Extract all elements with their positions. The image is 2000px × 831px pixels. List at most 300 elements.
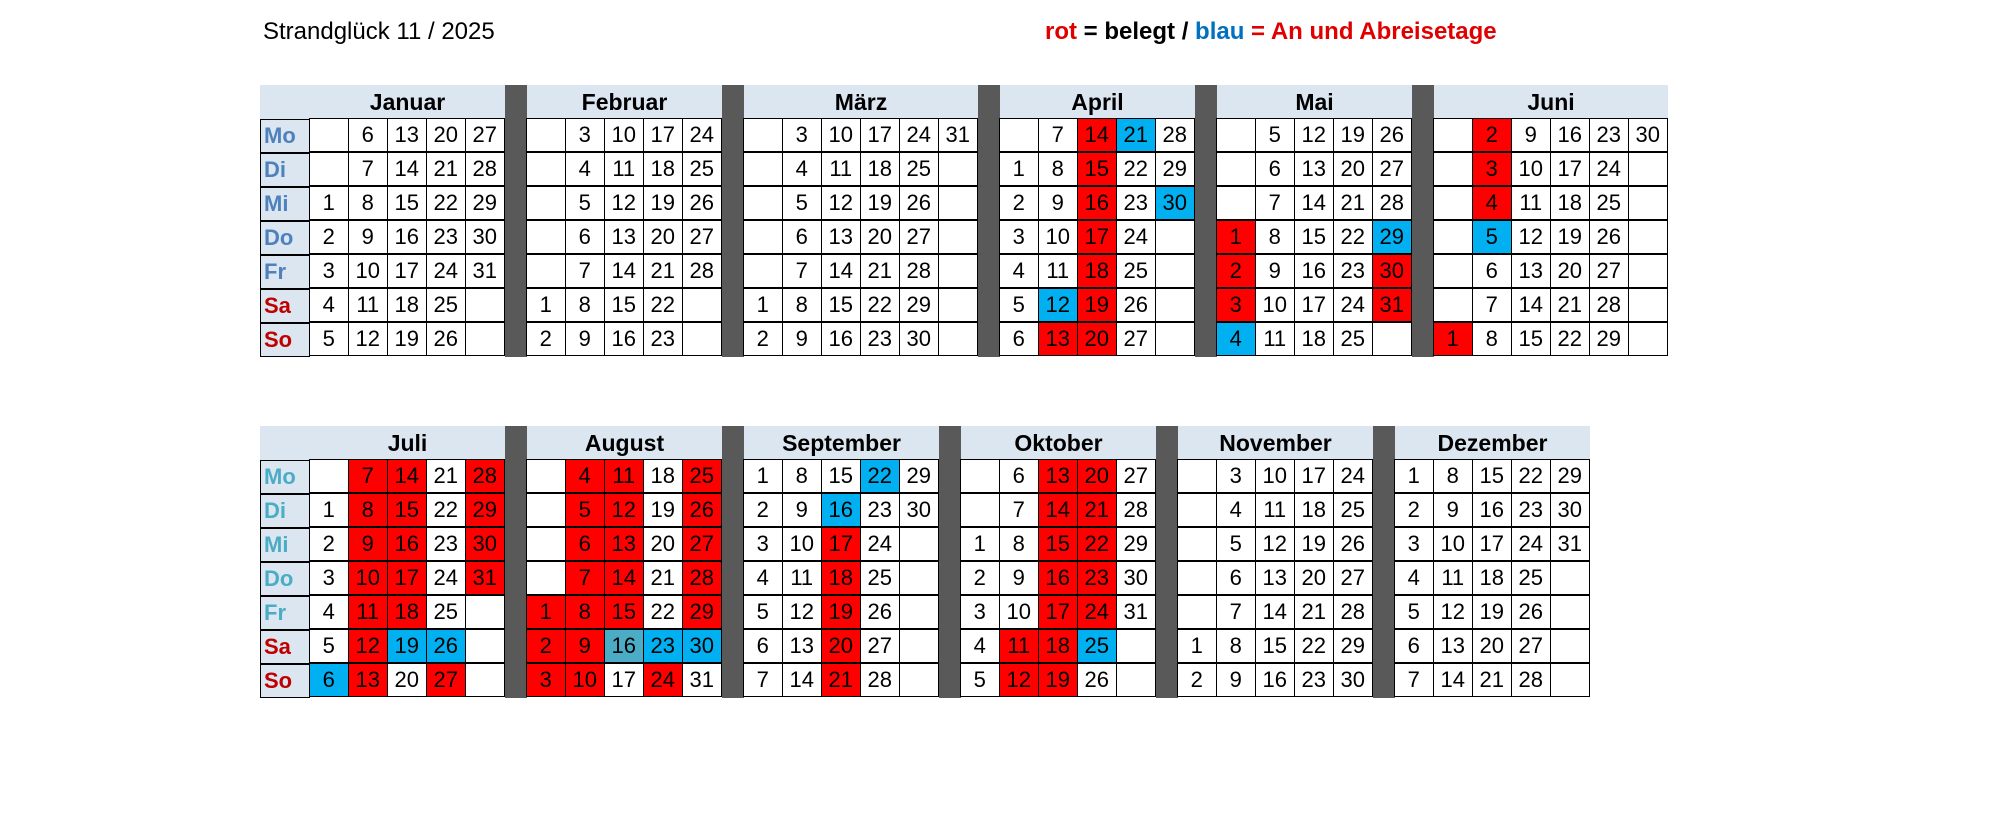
day-cell: 14 <box>1294 186 1335 220</box>
day-cell: 11 <box>999 629 1040 663</box>
day-cell: 20 <box>1550 254 1591 288</box>
day-cell: 4 <box>1216 493 1257 527</box>
day-cell: 25 <box>682 459 723 493</box>
day-cell: 27 <box>860 629 901 663</box>
day-cell: 7 <box>565 254 606 288</box>
month-separator <box>722 460 744 494</box>
day-cell: 3 <box>309 561 350 595</box>
legend-blue-word: blau <box>1195 18 1245 45</box>
day-cell: 21 <box>1077 493 1118 527</box>
day-cell: 1 <box>960 527 1001 561</box>
day-cell: 28 <box>682 254 723 288</box>
day-cell: 1 <box>1216 220 1257 254</box>
month-separator <box>722 323 744 357</box>
day-cell: 24 <box>426 254 467 288</box>
day-cell: 13 <box>604 527 645 561</box>
day-cell: 30 <box>682 629 723 663</box>
day-cell <box>1628 152 1669 186</box>
weekday-row <box>260 255 1668 289</box>
day-cell: 5 <box>960 663 1001 697</box>
day-cell: 9 <box>999 561 1040 595</box>
month-separator <box>505 596 527 630</box>
weekday-label: Mi <box>260 187 310 221</box>
day-cell: 21 <box>1472 663 1513 697</box>
day-cell: 26 <box>1116 288 1157 322</box>
day-cell: 19 <box>821 595 862 629</box>
day-cell: 2 <box>526 629 567 663</box>
day-cell <box>743 186 784 220</box>
day-cell: 10 <box>999 595 1040 629</box>
day-cell: 7 <box>348 459 389 493</box>
month-separator <box>978 255 1000 289</box>
day-cell: 8 <box>1255 220 1296 254</box>
day-cell: 12 <box>1294 118 1335 152</box>
day-cell: 27 <box>1333 561 1374 595</box>
month-separator <box>1412 119 1434 153</box>
month-separator <box>1373 460 1395 494</box>
day-cell: 19 <box>1550 220 1591 254</box>
day-cell: 17 <box>604 663 645 697</box>
day-cell: 29 <box>899 288 940 322</box>
day-cell: 24 <box>682 118 723 152</box>
day-cell: 6 <box>1472 254 1513 288</box>
day-cell: 3 <box>1216 288 1257 322</box>
month-separator <box>1156 460 1178 494</box>
month-separator <box>1195 289 1217 323</box>
day-cell: 6 <box>743 629 784 663</box>
day-cell: 8 <box>1472 322 1513 356</box>
day-cell: 27 <box>1116 322 1157 356</box>
day-cell: 4 <box>782 152 823 186</box>
day-cell: 10 <box>1433 527 1474 561</box>
day-cell <box>1433 118 1474 152</box>
day-cell <box>1216 152 1257 186</box>
month-separator <box>505 664 527 698</box>
month-separator <box>978 119 1000 153</box>
day-cell: 12 <box>782 595 823 629</box>
day-cell: 22 <box>643 288 684 322</box>
month-separator <box>1373 630 1395 664</box>
day-cell: 22 <box>860 459 901 493</box>
day-cell <box>1177 527 1218 561</box>
day-cell: 8 <box>565 288 606 322</box>
day-cell: 28 <box>682 561 723 595</box>
day-cell <box>899 595 940 629</box>
day-cell: 14 <box>387 152 428 186</box>
month-separator <box>1412 323 1434 357</box>
day-cell: 21 <box>643 254 684 288</box>
day-cell: 22 <box>1294 629 1335 663</box>
weekday-row <box>260 221 1668 255</box>
day-cell: 14 <box>1255 595 1296 629</box>
day-cell <box>899 527 940 561</box>
day-cell: 18 <box>1472 561 1513 595</box>
weekday-row <box>260 630 1590 664</box>
day-cell: 24 <box>426 561 467 595</box>
month-separator <box>1373 528 1395 562</box>
day-cell: 4 <box>960 629 1001 663</box>
day-cell: 21 <box>1116 118 1157 152</box>
day-cell: 3 <box>526 663 567 697</box>
month-separator <box>939 494 961 528</box>
day-cell <box>1155 254 1196 288</box>
day-cell: 23 <box>1511 493 1552 527</box>
weekday-row <box>260 596 1590 630</box>
month-separator <box>1195 153 1217 187</box>
day-cell: 10 <box>604 118 645 152</box>
day-cell: 17 <box>1077 220 1118 254</box>
day-cell <box>960 493 1001 527</box>
day-cell: 13 <box>1511 254 1552 288</box>
day-cell <box>526 220 567 254</box>
month-separator <box>505 426 527 460</box>
day-cell: 20 <box>387 663 428 697</box>
day-cell: 24 <box>1333 459 1374 493</box>
day-cell <box>526 459 567 493</box>
month-separator <box>1156 596 1178 630</box>
day-cell: 18 <box>860 152 901 186</box>
day-cell: 22 <box>1333 220 1374 254</box>
day-cell: 2 <box>743 493 784 527</box>
day-cell: 14 <box>1077 118 1118 152</box>
day-cell <box>465 663 506 697</box>
day-cell: 26 <box>426 322 467 356</box>
day-cell: 14 <box>1038 493 1079 527</box>
day-cell: 30 <box>899 322 940 356</box>
weekday-row <box>260 494 1590 528</box>
day-cell: 18 <box>1294 493 1335 527</box>
day-cell: 7 <box>999 493 1040 527</box>
day-cell: 30 <box>1333 663 1374 697</box>
day-cell: 25 <box>426 595 467 629</box>
month-separator <box>722 630 744 664</box>
day-cell: 5 <box>309 322 350 356</box>
month-separator <box>505 255 527 289</box>
day-cell: 16 <box>1550 118 1591 152</box>
legend-red-word: rot <box>1045 18 1077 45</box>
day-cell: 12 <box>348 629 389 663</box>
day-cell: 22 <box>1077 527 1118 561</box>
day-cell: 19 <box>1294 527 1335 561</box>
day-cell: 8 <box>348 493 389 527</box>
day-cell: 23 <box>1333 254 1374 288</box>
day-cell: 11 <box>1433 561 1474 595</box>
day-cell <box>1155 220 1196 254</box>
day-cell: 14 <box>782 663 823 697</box>
day-cell: 6 <box>1255 152 1296 186</box>
day-cell: 20 <box>643 527 684 561</box>
day-cell <box>743 118 784 152</box>
day-cell: 8 <box>782 288 823 322</box>
month-separator <box>1195 119 1217 153</box>
day-cell: 5 <box>782 186 823 220</box>
day-cell: 16 <box>604 629 645 663</box>
month-name: August <box>527 426 722 460</box>
day-cell <box>743 220 784 254</box>
day-cell: 14 <box>387 459 428 493</box>
day-cell: 21 <box>426 152 467 186</box>
day-cell: 12 <box>999 663 1040 697</box>
month-separator <box>505 528 527 562</box>
day-cell: 5 <box>565 493 606 527</box>
day-cell: 23 <box>643 322 684 356</box>
day-cell: 24 <box>1333 288 1374 322</box>
day-cell: 7 <box>348 152 389 186</box>
month-separator <box>1156 528 1178 562</box>
day-cell: 11 <box>821 152 862 186</box>
day-cell: 29 <box>1550 459 1591 493</box>
day-cell <box>1433 186 1474 220</box>
weekday-label: Mo <box>260 460 310 494</box>
day-cell: 28 <box>1116 493 1157 527</box>
day-cell: 26 <box>682 493 723 527</box>
weekday-label: Fr <box>260 255 310 289</box>
day-cell: 4 <box>565 152 606 186</box>
month-separator <box>1373 562 1395 596</box>
weekday-label: Di <box>260 494 310 528</box>
month-separator <box>939 562 961 596</box>
day-cell <box>938 254 979 288</box>
day-cell: 17 <box>1472 527 1513 561</box>
day-cell: 25 <box>426 288 467 322</box>
day-cell: 16 <box>1077 186 1118 220</box>
day-cell: 19 <box>1038 663 1079 697</box>
day-cell: 5 <box>1394 595 1435 629</box>
day-cell: 28 <box>465 459 506 493</box>
day-cell: 24 <box>1511 527 1552 561</box>
month-separator <box>978 153 1000 187</box>
day-cell: 15 <box>1294 220 1335 254</box>
day-cell: 21 <box>1333 186 1374 220</box>
day-cell: 24 <box>1077 595 1118 629</box>
day-cell: 14 <box>604 254 645 288</box>
day-cell: 6 <box>565 220 606 254</box>
day-cell <box>526 527 567 561</box>
day-cell: 30 <box>899 493 940 527</box>
day-cell: 13 <box>604 220 645 254</box>
day-cell: 31 <box>465 254 506 288</box>
day-cell <box>1550 595 1591 629</box>
day-cell: 9 <box>1433 493 1474 527</box>
weekday-row <box>260 460 1590 494</box>
day-cell <box>1155 322 1196 356</box>
day-cell: 5 <box>309 629 350 663</box>
day-cell: 29 <box>1116 527 1157 561</box>
month-separator <box>1195 187 1217 221</box>
day-cell: 27 <box>1511 629 1552 663</box>
day-cell: 1 <box>309 493 350 527</box>
month-separator <box>505 289 527 323</box>
month-separator <box>1412 187 1434 221</box>
day-cell: 15 <box>387 493 428 527</box>
month-separator <box>939 664 961 698</box>
day-cell <box>1550 663 1591 697</box>
day-cell: 3 <box>960 595 1001 629</box>
day-cell: 19 <box>860 186 901 220</box>
day-cell: 21 <box>643 561 684 595</box>
weekday-label: Sa <box>260 630 310 664</box>
month-header-row <box>260 85 1668 119</box>
day-cell: 9 <box>1255 254 1296 288</box>
day-cell: 2 <box>309 220 350 254</box>
day-cell: 23 <box>426 220 467 254</box>
day-cell: 10 <box>1255 288 1296 322</box>
day-cell <box>526 493 567 527</box>
day-cell: 25 <box>1077 629 1118 663</box>
day-cell: 17 <box>643 118 684 152</box>
day-cell: 23 <box>1077 561 1118 595</box>
weekday-label: So <box>260 323 310 357</box>
day-cell: 1 <box>526 288 567 322</box>
day-cell: 25 <box>1333 493 1374 527</box>
month-separator <box>1195 85 1217 119</box>
month-separator <box>939 630 961 664</box>
day-cell: 20 <box>1472 629 1513 663</box>
day-cell: 4 <box>1216 322 1257 356</box>
day-cell: 8 <box>565 595 606 629</box>
day-cell: 8 <box>782 459 823 493</box>
day-cell: 12 <box>604 186 645 220</box>
day-cell: 4 <box>309 595 350 629</box>
day-cell <box>1155 288 1196 322</box>
day-cell <box>743 254 784 288</box>
day-cell <box>1433 220 1474 254</box>
day-cell: 2 <box>999 186 1040 220</box>
day-cell: 31 <box>1372 288 1413 322</box>
day-cell: 3 <box>743 527 784 561</box>
day-cell: 24 <box>860 527 901 561</box>
day-cell: 20 <box>1077 459 1118 493</box>
day-cell: 10 <box>348 561 389 595</box>
day-cell: 23 <box>426 527 467 561</box>
day-cell: 17 <box>387 254 428 288</box>
day-cell: 12 <box>1038 288 1079 322</box>
day-cell: 10 <box>565 663 606 697</box>
month-separator <box>722 153 744 187</box>
day-cell: 25 <box>682 152 723 186</box>
day-cell: 29 <box>1333 629 1374 663</box>
month-separator <box>1412 85 1434 119</box>
day-cell: 16 <box>1255 663 1296 697</box>
day-cell <box>1177 595 1218 629</box>
day-cell: 19 <box>387 322 428 356</box>
month-name: Oktober <box>961 426 1156 460</box>
day-cell: 23 <box>1116 186 1157 220</box>
day-cell <box>309 118 350 152</box>
day-cell: 30 <box>465 220 506 254</box>
day-cell: 6 <box>999 459 1040 493</box>
day-cell: 15 <box>1511 322 1552 356</box>
day-cell: 2 <box>526 322 567 356</box>
month-separator <box>722 528 744 562</box>
day-cell: 22 <box>426 186 467 220</box>
day-cell: 26 <box>899 186 940 220</box>
day-cell: 25 <box>899 152 940 186</box>
month-separator <box>722 85 744 119</box>
month-separator <box>505 119 527 153</box>
calendar-block-first-half <box>260 85 1668 357</box>
day-cell: 24 <box>1116 220 1157 254</box>
day-cell: 29 <box>1372 220 1413 254</box>
day-cell: 23 <box>860 322 901 356</box>
month-name: Juni <box>1434 85 1668 119</box>
day-cell: 9 <box>1216 663 1257 697</box>
day-cell: 26 <box>682 186 723 220</box>
day-cell: 31 <box>682 663 723 697</box>
day-cell <box>309 459 350 493</box>
day-cell: 17 <box>860 118 901 152</box>
day-cell: 27 <box>1589 254 1630 288</box>
day-cell: 7 <box>1038 118 1079 152</box>
day-cell: 27 <box>1116 459 1157 493</box>
day-cell <box>465 629 506 663</box>
day-cell: 9 <box>1511 118 1552 152</box>
day-cell: 11 <box>604 459 645 493</box>
day-cell: 1 <box>309 186 350 220</box>
month-name: Mai <box>1217 85 1412 119</box>
weekday-row <box>260 562 1590 596</box>
day-cell: 18 <box>387 288 428 322</box>
day-cell: 12 <box>1255 527 1296 561</box>
day-cell: 3 <box>1394 527 1435 561</box>
day-cell <box>1116 629 1157 663</box>
weekday-label: Fr <box>260 596 310 630</box>
day-cell: 7 <box>1472 288 1513 322</box>
day-cell: 28 <box>1589 288 1630 322</box>
day-cell: 7 <box>1394 663 1435 697</box>
day-cell: 9 <box>348 527 389 561</box>
month-separator <box>505 494 527 528</box>
day-cell <box>465 595 506 629</box>
day-cell: 1 <box>1394 459 1435 493</box>
day-cell: 28 <box>1333 595 1374 629</box>
day-cell: 8 <box>1433 459 1474 493</box>
weekday-label: So <box>260 664 310 698</box>
weekday-row <box>260 153 1668 187</box>
day-cell: 21 <box>860 254 901 288</box>
day-cell: 1 <box>743 459 784 493</box>
day-cell: 28 <box>1511 663 1552 697</box>
day-cell: 3 <box>565 118 606 152</box>
day-cell: 19 <box>387 629 428 663</box>
day-cell: 31 <box>465 561 506 595</box>
day-cell: 21 <box>1294 595 1335 629</box>
day-cell: 6 <box>1216 561 1257 595</box>
month-name: April <box>1000 85 1195 119</box>
day-cell: 2 <box>960 561 1001 595</box>
day-cell: 18 <box>821 561 862 595</box>
day-cell: 14 <box>821 254 862 288</box>
day-cell <box>1433 254 1474 288</box>
day-cell: 2 <box>743 322 784 356</box>
day-cell: 26 <box>426 629 467 663</box>
day-cell: 27 <box>1372 152 1413 186</box>
day-cell <box>1628 254 1669 288</box>
day-cell <box>1116 663 1157 697</box>
day-cell <box>1628 186 1669 220</box>
day-cell <box>1177 561 1218 595</box>
day-cell: 21 <box>821 663 862 697</box>
day-cell: 5 <box>999 288 1040 322</box>
day-cell: 14 <box>1511 288 1552 322</box>
day-cell: 18 <box>643 459 684 493</box>
day-cell: 16 <box>1294 254 1335 288</box>
month-separator <box>1373 494 1395 528</box>
day-cell: 15 <box>1255 629 1296 663</box>
day-cell: 22 <box>643 595 684 629</box>
month-separator <box>939 460 961 494</box>
day-cell <box>1550 561 1591 595</box>
